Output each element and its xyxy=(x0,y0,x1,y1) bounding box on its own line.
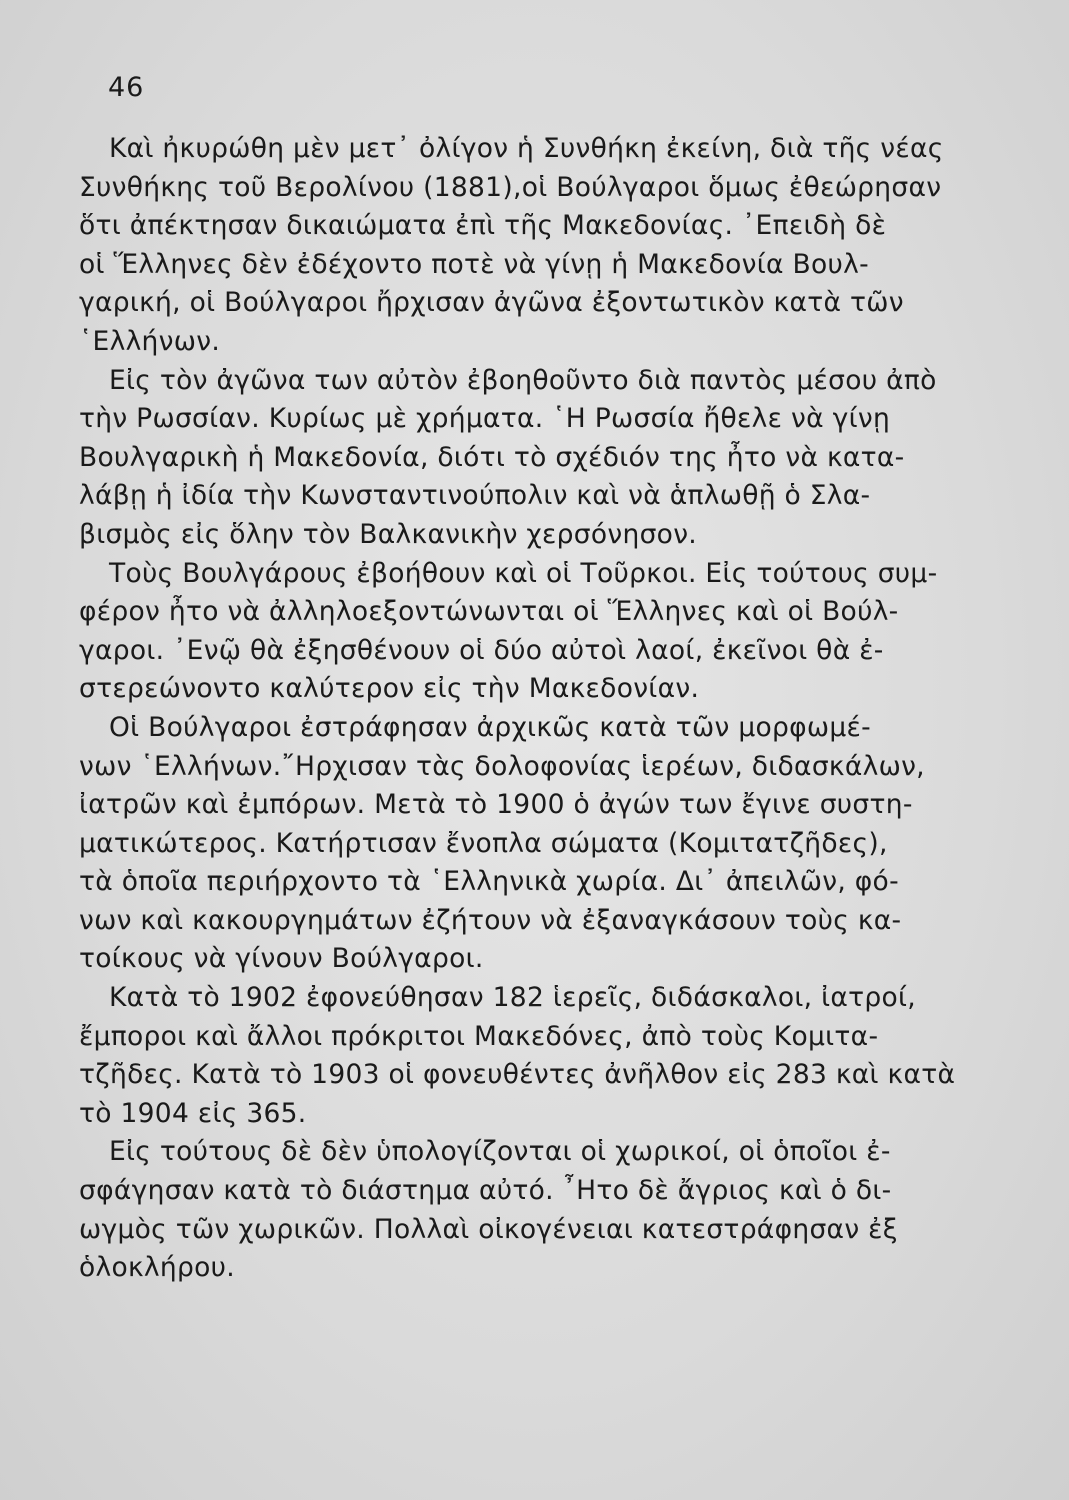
text-line: νων ῾Ελλήνων.῎Ηρχισαν τὰς δολοφονίας ἱερέων, διδασκάλων, xyxy=(79,750,925,782)
text-line: ὁλοκλήρου. xyxy=(79,1252,235,1284)
paragraph-first-line: Εἰς τούτους δὲ δὲν ὑπολογίζονται οἱ χωρικοί, οἱ ὁποῖοι ἐ- xyxy=(109,1136,891,1168)
text-line: στερεώνοντο καλύτερον εἰς τὴν Μακεδονίαν. xyxy=(79,673,700,705)
text-line: φέρον ἦτο νὰ ἀλληλοεξοντώνωνται οἱ Ἕλληνες καὶ οἱ Βούλ- xyxy=(79,596,899,628)
paragraph-first-line: Καὶ ἠκυρώθη μὲν μετ᾽ ὀλίγον ἡ Συνθήκη ἐκείνη, διὰ τῆς νέας xyxy=(109,133,944,164)
text-line: λάβῃ ἡ ἰδία τὴν Κωνσταντινούπολιν καὶ νὰ ἁπλωθῇ ὁ Σλα- xyxy=(79,480,871,512)
text-line: βισμὸς εἰς ὅλην τὸν Βαλκανικὴν χερσόνησον. xyxy=(79,518,698,550)
text-line: τοίκους νὰ γίνουν Βούλγαροι. xyxy=(79,943,484,975)
paragraph-first-line: Τοὺς Βουλγάρους ἐβοήθουν καὶ οἱ Τοῦρκοι. Εἰς τούτους συμ- xyxy=(109,557,938,589)
paragraph-first-line: Οἱ Βούλγαροι ἐστράφησαν ἀρχικῶς κατὰ τῶν μορφωμέ- xyxy=(109,711,872,743)
text-line: ἔμποροι καὶ ἄλλοι πρόκριτοι Μακεδόνες, ἀπὸ τοὺς Κομιτα- xyxy=(79,1020,879,1052)
page-number: 46 xyxy=(108,72,145,103)
text-line: Βουλγαρικὴ ἡ Μακεδονία, διότι τὸ σχέδιόν της ἦτο νὰ κατα- xyxy=(79,441,905,473)
text-line: νων καὶ κακουργημάτων ἐζήτουν νὰ ἐξαναγκάσουν τοὺς κα- xyxy=(79,904,902,936)
text-line: σφάγησαν κατὰ τὸ διάστημα αὐτό. ῏Ητο δὲ ἄγριος καὶ ὁ δι- xyxy=(79,1175,892,1207)
text-line: ὅτι ἀπέκτησαν δικαιώματα ἐπὶ τῆς Μακεδονίας. ᾿Επειδὴ δὲ xyxy=(79,210,887,242)
text-line: γαρική, οἱ Βούλγαροι ἤρχισαν ἀγῶνα ἐξοντωτικὸν κατὰ τῶν xyxy=(79,287,904,319)
text-line: ἰατρῶν καὶ ἐμπόρων. Μετὰ τὸ 1900 ὁ ἀγών των ἔγινε συστη- xyxy=(79,789,913,821)
text-line: τὴν Ρωσσίαν. Κυρίως μὲ χρήματα. ῾Η Ρωσσία ἤθελε νὰ γίνῃ xyxy=(79,403,891,435)
paragraph-first-line: Εἰς τὸν ἀγῶνα των αὐτὸν ἐβοηθοῦντο διὰ παντὸς μέσου ἀπὸ xyxy=(109,364,937,396)
text-line: τὰ ὁποῖα περιήρχοντο τὰ ῾Ελληνικὰ χωρία. Δι᾽ ἀπειλῶν, φό- xyxy=(79,866,899,898)
body-text xyxy=(79,130,1039,1288)
text-line: Συνθήκης τοῦ Βερολίνου (1881),οἱ Βούλγαροι ὅμως ἐθεώρησαν xyxy=(79,171,942,203)
text-line: οἱ Ἕλληνες δὲν ἐδέχοντο ποτὲ νὰ γίνῃ ἡ Μακεδονία Βουλ- xyxy=(79,248,869,280)
text-line: ῾Ελλήνων. xyxy=(79,325,221,357)
text-line: ματικώτερος. Κατήρτισαν ἔνοπλα σώματα (Κομιτατζῆδες), xyxy=(79,827,888,859)
text-line: τζῆδες. Κατὰ τὸ 1903 οἱ φονευθέντες ἀνῆλθον εἰς 283 καὶ κατὰ xyxy=(79,1059,956,1091)
paragraph-first-line: Κατὰ τὸ 1902 ἐφονεύθησαν 182 ἱερεῖς, διδάσκαλοι, ἰατροί, xyxy=(109,982,916,1014)
text-line: γαροι. ᾿Ενῷ θὰ ἐξησθένουν οἱ δύο αὐτοὶ λαοί, ἐκεῖνοι θὰ ἐ- xyxy=(79,634,884,666)
text-line: ωγμὸς τῶν χωρικῶν. Πολλαὶ οἰκογένειαι κατεστράφησαν ἐξ xyxy=(79,1213,898,1245)
text-line: τὸ 1904 εἰς 365. xyxy=(79,1097,307,1129)
